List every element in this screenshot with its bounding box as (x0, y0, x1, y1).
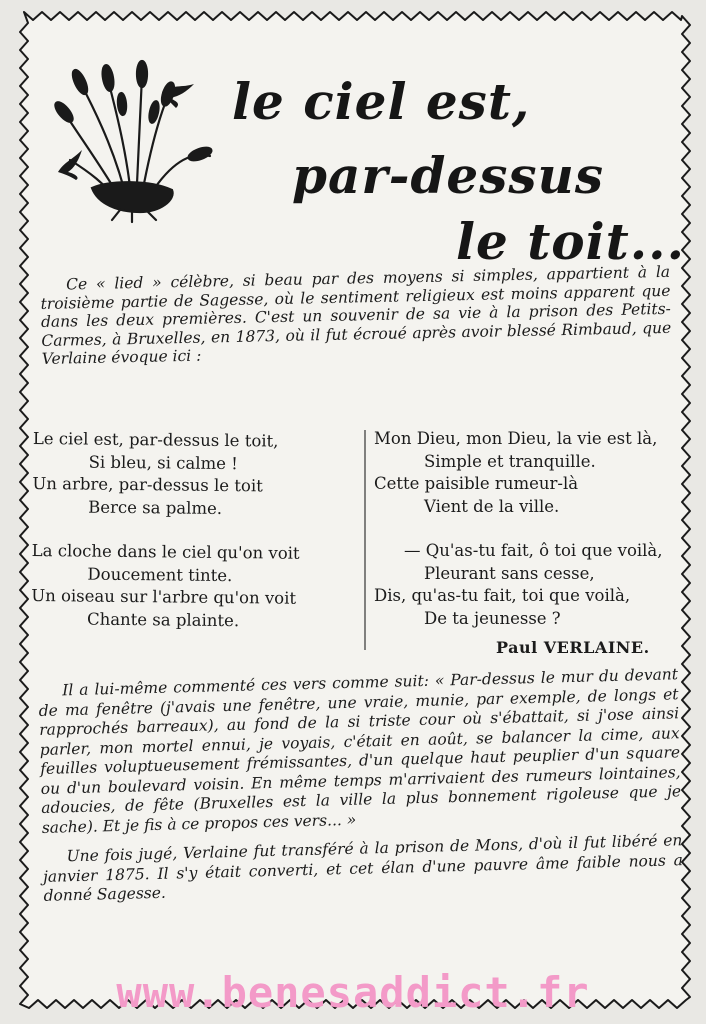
title-line-2: par-dessus (292, 146, 605, 205)
commentary-text (38, 665, 684, 916)
verse-line: Pleurant sans cesse, (424, 563, 595, 583)
verse-line: De ta jeunesse ? (424, 608, 561, 628)
title-line-1: le ciel est, (232, 72, 531, 131)
poem-left-column (31, 428, 301, 655)
verse-line: La cloche dans le ciel qu'on voit (31, 540, 300, 563)
verse-line: Chante sa plainte. (86, 609, 240, 630)
intro-text (40, 263, 672, 369)
verse-line: Berce sa palme. (88, 497, 223, 518)
title-line-3: le toit... (456, 212, 685, 271)
stanza (32, 428, 301, 521)
verse-line: Dis, qu'as-tu fait, toi que voilà, (374, 586, 631, 605)
poem-right-column (374, 428, 663, 652)
watermark-url: www.benesaddict.fr (116, 968, 590, 1017)
stanza (374, 540, 663, 630)
verse-line: Si bleu, si calme ! (88, 452, 238, 473)
verse-line: — Qu'as-tu fait, ô toi que voilà, (404, 541, 663, 560)
stanza (31, 540, 300, 633)
verse-line: Cette paisible rumeur-là (374, 474, 579, 493)
commentary-paragraph-1: Il a lui-même commenté ces vers comme suit: « Par-dessus le mur du devant de ma fenêtre (j'avais une fenêtre, une vraie, munie, par exemple, de longs et rapprochés barreaux), au fond de la si triste cour où s'ébattait, si j'ose ainsi parler, mon mortel ennui, je voyais, c'était en août, se balancer la cime, aux feuilles voluptueusement frémissantes, d'un quelque haut peuplier d'un square ou d'un boulevard voisin. En même temps m'arrivaient des rumeurs lointaines, adoucies, de fête (Bruxelles est la ville la plus bonnement rigoleuse que je sache). Et je fis à ce propos ces vers... » (38, 665, 682, 837)
verse-line: Un arbre, par-dessus le toit (32, 473, 263, 496)
stanza (374, 428, 663, 518)
verse-line: Un oiseau sur l'arbre qu'on voit (31, 585, 297, 608)
verse-line: Le ciel est, par-dessus le toit, (32, 428, 279, 451)
verse-line: Vient de la ville. (424, 496, 560, 516)
commentary-paragraph-2: Une fois jugé, Verlaine fut transféré à la prison de Mons, d'où il fut libéré en janvier 1875. Il s'y était converti, et cet élan d'une pauvre âme faible nous a donné Sagesse. (42, 831, 684, 905)
verse-line: Simple et tranquille. (424, 451, 596, 471)
verse-line: Doucement tinte. (87, 564, 233, 585)
intro-paragraph: Ce « lied » célèbre, si beau par des moyens si simples, appartient à la troisième partie de Sagesse, où le sentiment religieux est moins apparent que dans les deux premières. C'est un souvenir de sa vie à la prison des Petits-Carmes, à Bruxelles, en 1873, où il fut écroué après avoir blessé Rimbaud, que Verlaine évoque ici : (40, 262, 672, 368)
verse-line: Mon Dieu, mon Dieu, la vie est là, (374, 429, 658, 448)
poem-author: Paul VERLAINE. (496, 638, 650, 657)
